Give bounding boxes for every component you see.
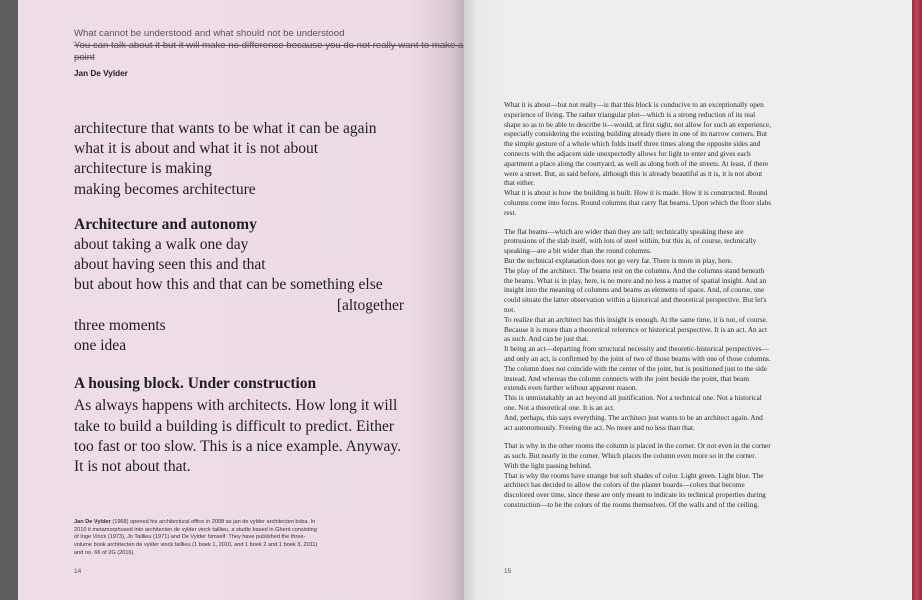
paragraph: The flat beams—which are wider than they are tall; technically speaking these are protrusions of the slab itself, with lots of steel within, but this is, of course, technically speaking—are a bit wider than the round columns. (504, 226, 757, 256)
paragraph: To realize that an architect has this insight is enough. At the same time, it is not, of course. Because it is more than a theoretical reference or historical perspective. It is an act. An act as such. And can be just that. (504, 314, 768, 344)
poem-line: architecture is making (74, 160, 212, 178)
housing-line: take to build a building is difficult to predict. Either (74, 417, 394, 435)
paragraph: But the technical explanation does not go very far. There is more in play, here. (504, 255, 733, 265)
left-page (18, 0, 464, 600)
author-bio (74, 519, 319, 557)
paragraph: The column does not coincide with the center of the joint, but is positioned just to the side instead. And whereas the column connects with the joint beside the point, that beam extends even further without apparent reason. (504, 363, 768, 393)
poem-line: what it is about and what it is not about (74, 140, 319, 158)
paragraph: This is unmistakably an act beyond all justification. Not a technical one. Not a historical one. Not a theoretical one. It is an act. (504, 393, 762, 412)
housing-line: It is not about that. (74, 458, 191, 476)
poem-block (74, 119, 404, 356)
section-heading-housing: A housing block. Under construction (74, 375, 317, 393)
poem-line: about taking a walk one day (74, 236, 249, 254)
body-text (504, 100, 772, 510)
paragraph: That is why the rooms have strange but soft shades of color. Light green. Light blue. The architect has decided to allow the colors of the plaster boards—colors that become discolored over time, since these are only meant to indicate its technical properties during construction—to be the colors of the rooms themselves. Of the walls and of the ceiling. (504, 470, 766, 510)
section-heading-autonomy: Architecture and autonomy (74, 215, 257, 233)
housing-line: As always happens with architects. How long it will (74, 397, 398, 415)
paragraph: It being an act—departing from structural necessity and theoretic-historical perspectives—and only an act, is confirmed by the joint of two of those beams with one of those columns. (504, 344, 771, 363)
poem-line-continuation: [altogether (336, 296, 404, 314)
running-title: What cannot be understood and what should not be understood (74, 28, 345, 39)
page-number-right: 15 (504, 568, 512, 575)
book-spread (18, 0, 922, 600)
author-name: Jan De Vylder (74, 69, 128, 78)
running-subtitle-struck: You can talk about it but it will make no difference because you do not really want to make a point (74, 40, 464, 63)
page-number-left: 14 (74, 568, 82, 575)
right-page (464, 0, 912, 600)
bio-text: (1968) opened his architectural office in 2008 as jan de vylder architecten bvba. In 2010 it metamorphosed into architecten de vylder vinck taillieu, a studio based in Ghent consisting of Inge Vinck (1973), Jo Taillieu (1971) and De Vylder himself. They have published the three-volume book architecten de vylder vinck taillieu (1 boek 1, 2010, and 1 boek 2 and 1 boek 3, 2011) and no. 66 of 2G (2016). (74, 519, 318, 556)
paragraph: The play of the architect. The beams rest on the columns. And the columns stand beneath the beams. What is in play, here, is no more and no less a matter of spatial insight. And an insight into the meaning of columns and beams as elements of space. And, of course, one could situate the latter observation within a historical and theoretical perspective. But let's not. (504, 265, 767, 314)
paragraph: That is why in the other rooms the column is placed in the corner. Or not even in the corner as such. But nearly in the corner. Which places the column even more so in the corner. With the light passing behind. (504, 441, 771, 470)
paragraph: And, perhaps, this says everything. The architect just wants to be an architect again. And act autonomously. Freeing the act. No more and no less than that. (504, 412, 763, 432)
poem-line: architecture that wants to be what it can be again (74, 120, 377, 137)
poem-line: three moments (74, 316, 166, 334)
housing-line: too fast or too slow. This is a nice example. Anyway. (74, 437, 402, 455)
book-edge (912, 0, 922, 600)
poem-line: one idea (74, 337, 127, 355)
housing-block-section (74, 374, 404, 477)
poem-line: about having seen this and that (74, 256, 266, 274)
paragraph: What it is about is how the building is built. How it is made. How it is constructed. Round columns come into focus. Round columns that carry flat beams. Upon which the floor slabs rest. (504, 188, 772, 217)
poem-line: making becomes architecture (74, 180, 256, 198)
paragraph: What it is about—but not really—is that this block is conducive to an exceptionally open experience of living. The rather triangular plot—which is a strong reduction of its real shape so as to be able to describe it—would, at first sight, not allow for such an experience, especially considering the existing building already there in one of its narrow corners. But the simple gesture of a whole which folds itself three times along the opposite sides and connects with the adjacent side unexpectedly allows for light to enter and gives each apartment a place along the courtyard, as well as along both of the streets. At least, if there were a street. But, as said before, although this is already beautiful as it is, it is not about that either. (504, 100, 772, 188)
poem-line: but about how this and that can be something else (74, 276, 383, 294)
bio-name: Jan De Vylder (74, 519, 111, 526)
